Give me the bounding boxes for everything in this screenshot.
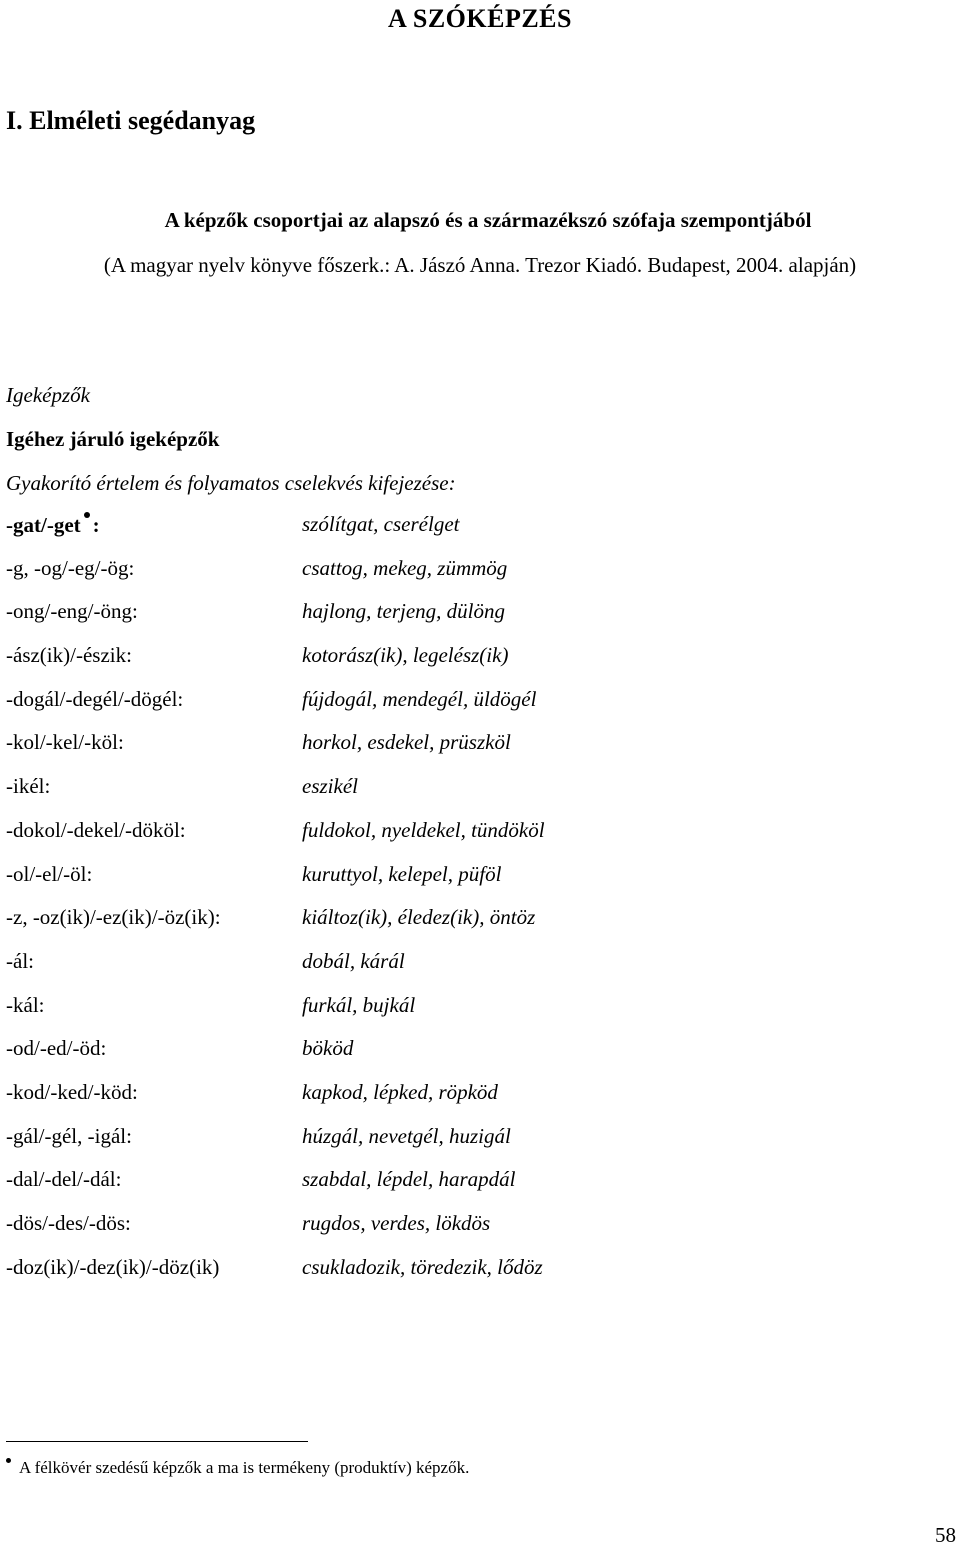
suffix-row	[0, 1160, 960, 1204]
suffix-label: -dokol/-dekel/-dököl:	[6, 817, 186, 842]
suffix-row	[0, 549, 960, 593]
suffix-label: -g, -og/-eg/-ög:	[6, 555, 135, 580]
suffix-row	[0, 680, 960, 724]
suffix-row	[0, 723, 960, 767]
suffix-row	[0, 855, 960, 899]
suffix-label: -gál/-gél, -igál:	[6, 1123, 132, 1148]
source-note: (A magyar nyelv könyve főszerk.: A. Jászó Anna. Trezor Kiadó. Budapest, 2004. alapján)	[103, 253, 857, 277]
suffix-label: -z, -oz(ik)/-ez(ik)/-öz(ik):	[6, 905, 221, 930]
suffix-tail: :	[92, 513, 100, 537]
footnote-text: A félkövér szedésű képzők a ma is termékeny (produktív) képzők.	[19, 1458, 470, 1477]
examples-text: kotorász(ik), legelész(ik)	[302, 643, 509, 668]
suffix-row	[0, 767, 960, 811]
suffix-label: -dal/-del/-dál:	[6, 1167, 122, 1192]
suffix-label: -kod/-ked/-köd:	[6, 1079, 138, 1104]
suffix-label: -od/-ed/-öd:	[6, 1036, 107, 1061]
suffix-row	[0, 505, 960, 549]
footnote-bullet-icon	[6, 1458, 11, 1463]
examples-text: furkál, bujkál	[302, 992, 416, 1017]
page-number: 58	[935, 1523, 956, 1547]
meaning-group-heading: Gyakorító értelem és folyamatos cselekvés kifejezése:	[6, 471, 456, 495]
examples-text: eszikél	[302, 774, 358, 799]
suffix-label: -doz(ik)/-dez(ik)/-döz(ik)	[6, 1254, 220, 1279]
examples-text: rugdos, verdes, lökdös	[302, 1211, 491, 1235]
examples-text: szabdal, lépdel, harapdál	[302, 1167, 516, 1192]
examples-text: fuldokol, nyeldekel, tündököl	[302, 817, 545, 842]
examples-text: kapkod, lépked, röpköd	[302, 1079, 498, 1104]
suffix-row	[0, 1029, 960, 1073]
suffix-label: -ikél:	[6, 774, 51, 799]
footnote-divider	[6, 1441, 308, 1442]
examples-text: kiáltoz(ik), éledez(ik), öntöz	[302, 905, 536, 930]
examples-text: csukladozik, töredezik, lődöz	[302, 1254, 543, 1279]
suffix-row	[0, 1117, 960, 1161]
suffix-row	[0, 986, 960, 1030]
suffix-label: -dös/-des/-dös:	[6, 1211, 131, 1235]
suffix-label: -dogál/-degél/-dögél:	[6, 686, 184, 711]
examples-text: horkol, esdekel, prüszköl	[302, 730, 511, 755]
suffix-list	[0, 505, 960, 1291]
examples-text: húzgál, nevetgél, huzigál	[302, 1123, 511, 1148]
category-heading: Igeképzők	[6, 383, 90, 407]
suffix-label: -ász(ik)/-észik:	[6, 643, 132, 668]
suffix-row	[0, 942, 960, 986]
footnote	[6, 1458, 469, 1478]
suffix-label: -ál:	[6, 948, 34, 973]
suffix-row	[0, 1073, 960, 1117]
suffix-label: -kál:	[6, 992, 45, 1017]
suffix-row	[0, 636, 960, 680]
suffix-label: -kol/-kel/-köl:	[6, 730, 124, 755]
suffix-row	[0, 592, 960, 636]
suffix-row	[0, 1248, 960, 1292]
examples-text: bököd	[302, 1036, 354, 1061]
suffix-label: -ong/-eng/-öng:	[6, 599, 138, 624]
examples-text: fújdogál, mendegél, üldögél	[302, 686, 537, 711]
suffix-row	[0, 1204, 960, 1248]
suffix-label	[6, 512, 100, 538]
examples-text: szólítgat, cserélget	[302, 512, 460, 536]
suffix-row	[0, 898, 960, 942]
suffix-row	[0, 811, 960, 855]
examples-text: csattog, mekeg, zümmög	[302, 555, 508, 580]
section-heading: I. Elméleti segédanyag	[6, 106, 256, 135]
subcategory-heading: Igéhez járuló igeképzők	[6, 427, 220, 451]
document-title: A SZÓKÉPZÉS	[388, 4, 572, 33]
examples-text: dobál, kárál	[302, 948, 405, 973]
subheading: A képzők csoportjai az alapszó és a származékszó szófaja szempontjából	[164, 208, 812, 232]
suffix-label: -ol/-el/-öl:	[6, 861, 93, 886]
suffix-text: -gat/-get	[6, 513, 81, 537]
examples-text: kuruttyol, kelepel, püföl	[302, 861, 502, 886]
examples-text: hajlong, terjeng, dülöng	[302, 599, 505, 624]
footnote-bullet-marker	[84, 512, 90, 518]
